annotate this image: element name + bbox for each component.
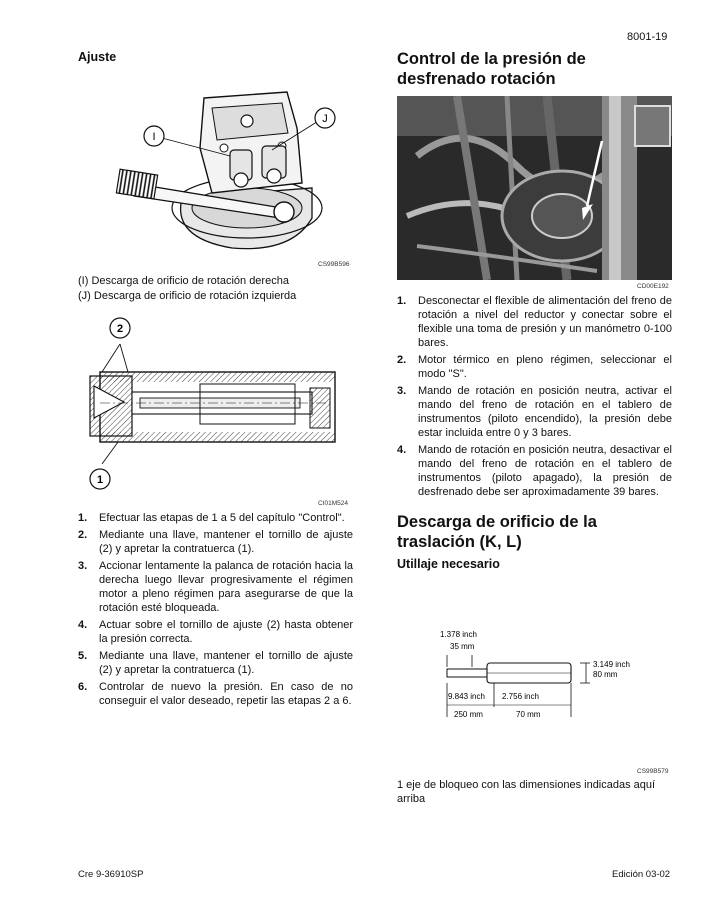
valve-section-figure bbox=[80, 314, 355, 494]
dim-total-inch: 9.843 inch bbox=[448, 692, 485, 701]
figure-legend-j: (J) Descarga de orificio de rotación izquierda bbox=[78, 290, 297, 302]
dim-dia-mm: 80 mm bbox=[593, 670, 618, 679]
machine-photo bbox=[397, 96, 672, 280]
right-steps-list bbox=[397, 294, 672, 502]
list-item: 4. Actuar sobre el tornillo de ajuste (2) hasta obtener la presión correcta. bbox=[78, 619, 353, 645]
list-item: 2. Motor térmico en pleno régimen, seleccionar el modo "S". bbox=[397, 354, 672, 380]
dim-tip-inch: 1.378 inch bbox=[440, 630, 477, 639]
dim-tip-mm: 35 mm bbox=[450, 642, 475, 651]
section-title-descarga: Descarga de orificio de la traslación (K, L) bbox=[397, 513, 597, 551]
dim-tail-mm: 70 mm bbox=[516, 710, 541, 719]
rotation-motor-figure bbox=[112, 88, 352, 256]
figure-code: CI01M524 bbox=[318, 500, 348, 507]
left-steps-list bbox=[78, 511, 353, 711]
list-item: 4. Mando de rotación en posición neutra, desactivar el mando del freno de rotación en el tablero de instrumentos (piloto apagado), la presión de desfrenado debe ser aproximadamente 39 bares. bbox=[397, 444, 672, 498]
dim-total-mm: 250 mm bbox=[454, 710, 483, 719]
figure-legend-i: (I) Descarga de orificio de rotación derecha bbox=[78, 275, 289, 287]
list-item: 1. Desconectar el flexible de alimentación del freno de rotación a nivel del reductor y conectar sobre el flexible una toma de presión y un manómetro 0-100 bares. bbox=[397, 295, 672, 349]
figure-code: CS99B596 bbox=[318, 261, 350, 268]
dim-tail-inch: 2.756 inch bbox=[502, 692, 539, 701]
callout-i: I bbox=[152, 131, 156, 143]
callout-1: 1 bbox=[96, 474, 104, 486]
list-item: 5. Mediante una llave, mantener el tornillo de ajuste (2) y apretar la contratuerca (1). bbox=[78, 650, 353, 676]
list-item: 1. Efectuar las etapas de 1 a 5 del capítulo "Control". bbox=[78, 512, 345, 524]
section-title-ajuste: Ajuste bbox=[78, 50, 117, 64]
list-item: 2. Mediante una llave, mantener el tornillo de ajuste (2) y apretar la contratuerca (1). bbox=[78, 529, 353, 555]
page-number: 8001-19 bbox=[627, 31, 668, 43]
tool-caption: 1 eje de bloqueo con las dimensiones indicadas aquí arriba bbox=[397, 779, 656, 805]
section-title-control: Control de la presión de desfrenado rotación bbox=[397, 50, 586, 88]
callout-2: 2 bbox=[116, 323, 124, 335]
photo-code: CD00E192 bbox=[637, 283, 669, 290]
footer-doc-ref: Cre 9-36910SP bbox=[78, 869, 144, 880]
callout-j: J bbox=[322, 113, 328, 125]
list-item: 3. Mando de rotación en posición neutra, activar el mando del freno de rotación en el tablero de instrumentos (piloto encendido), la presión debe estar incluida entre 0 y 3 bares. bbox=[397, 385, 672, 439]
subsection-title: Utillaje necesario bbox=[397, 557, 500, 571]
locking-shaft-drawing bbox=[420, 625, 655, 725]
list-item: 6. Controlar de nuevo la presión. En caso de no conseguir el valor deseado, repetir las etapas 2 a 6. bbox=[78, 681, 353, 707]
tool-figure-code: CS99B579 bbox=[637, 768, 669, 775]
dim-dia-inch: 3.149 inch bbox=[593, 660, 630, 669]
footer-edition: Edición 03-02 bbox=[612, 869, 671, 880]
list-item: 3. Accionar lentamente la palanca de rotación hacia la derecha luego llevar progresivamente el régimen motor a pleno régimen para asegurarse de que la rotación esté bloqueada. bbox=[78, 560, 353, 614]
